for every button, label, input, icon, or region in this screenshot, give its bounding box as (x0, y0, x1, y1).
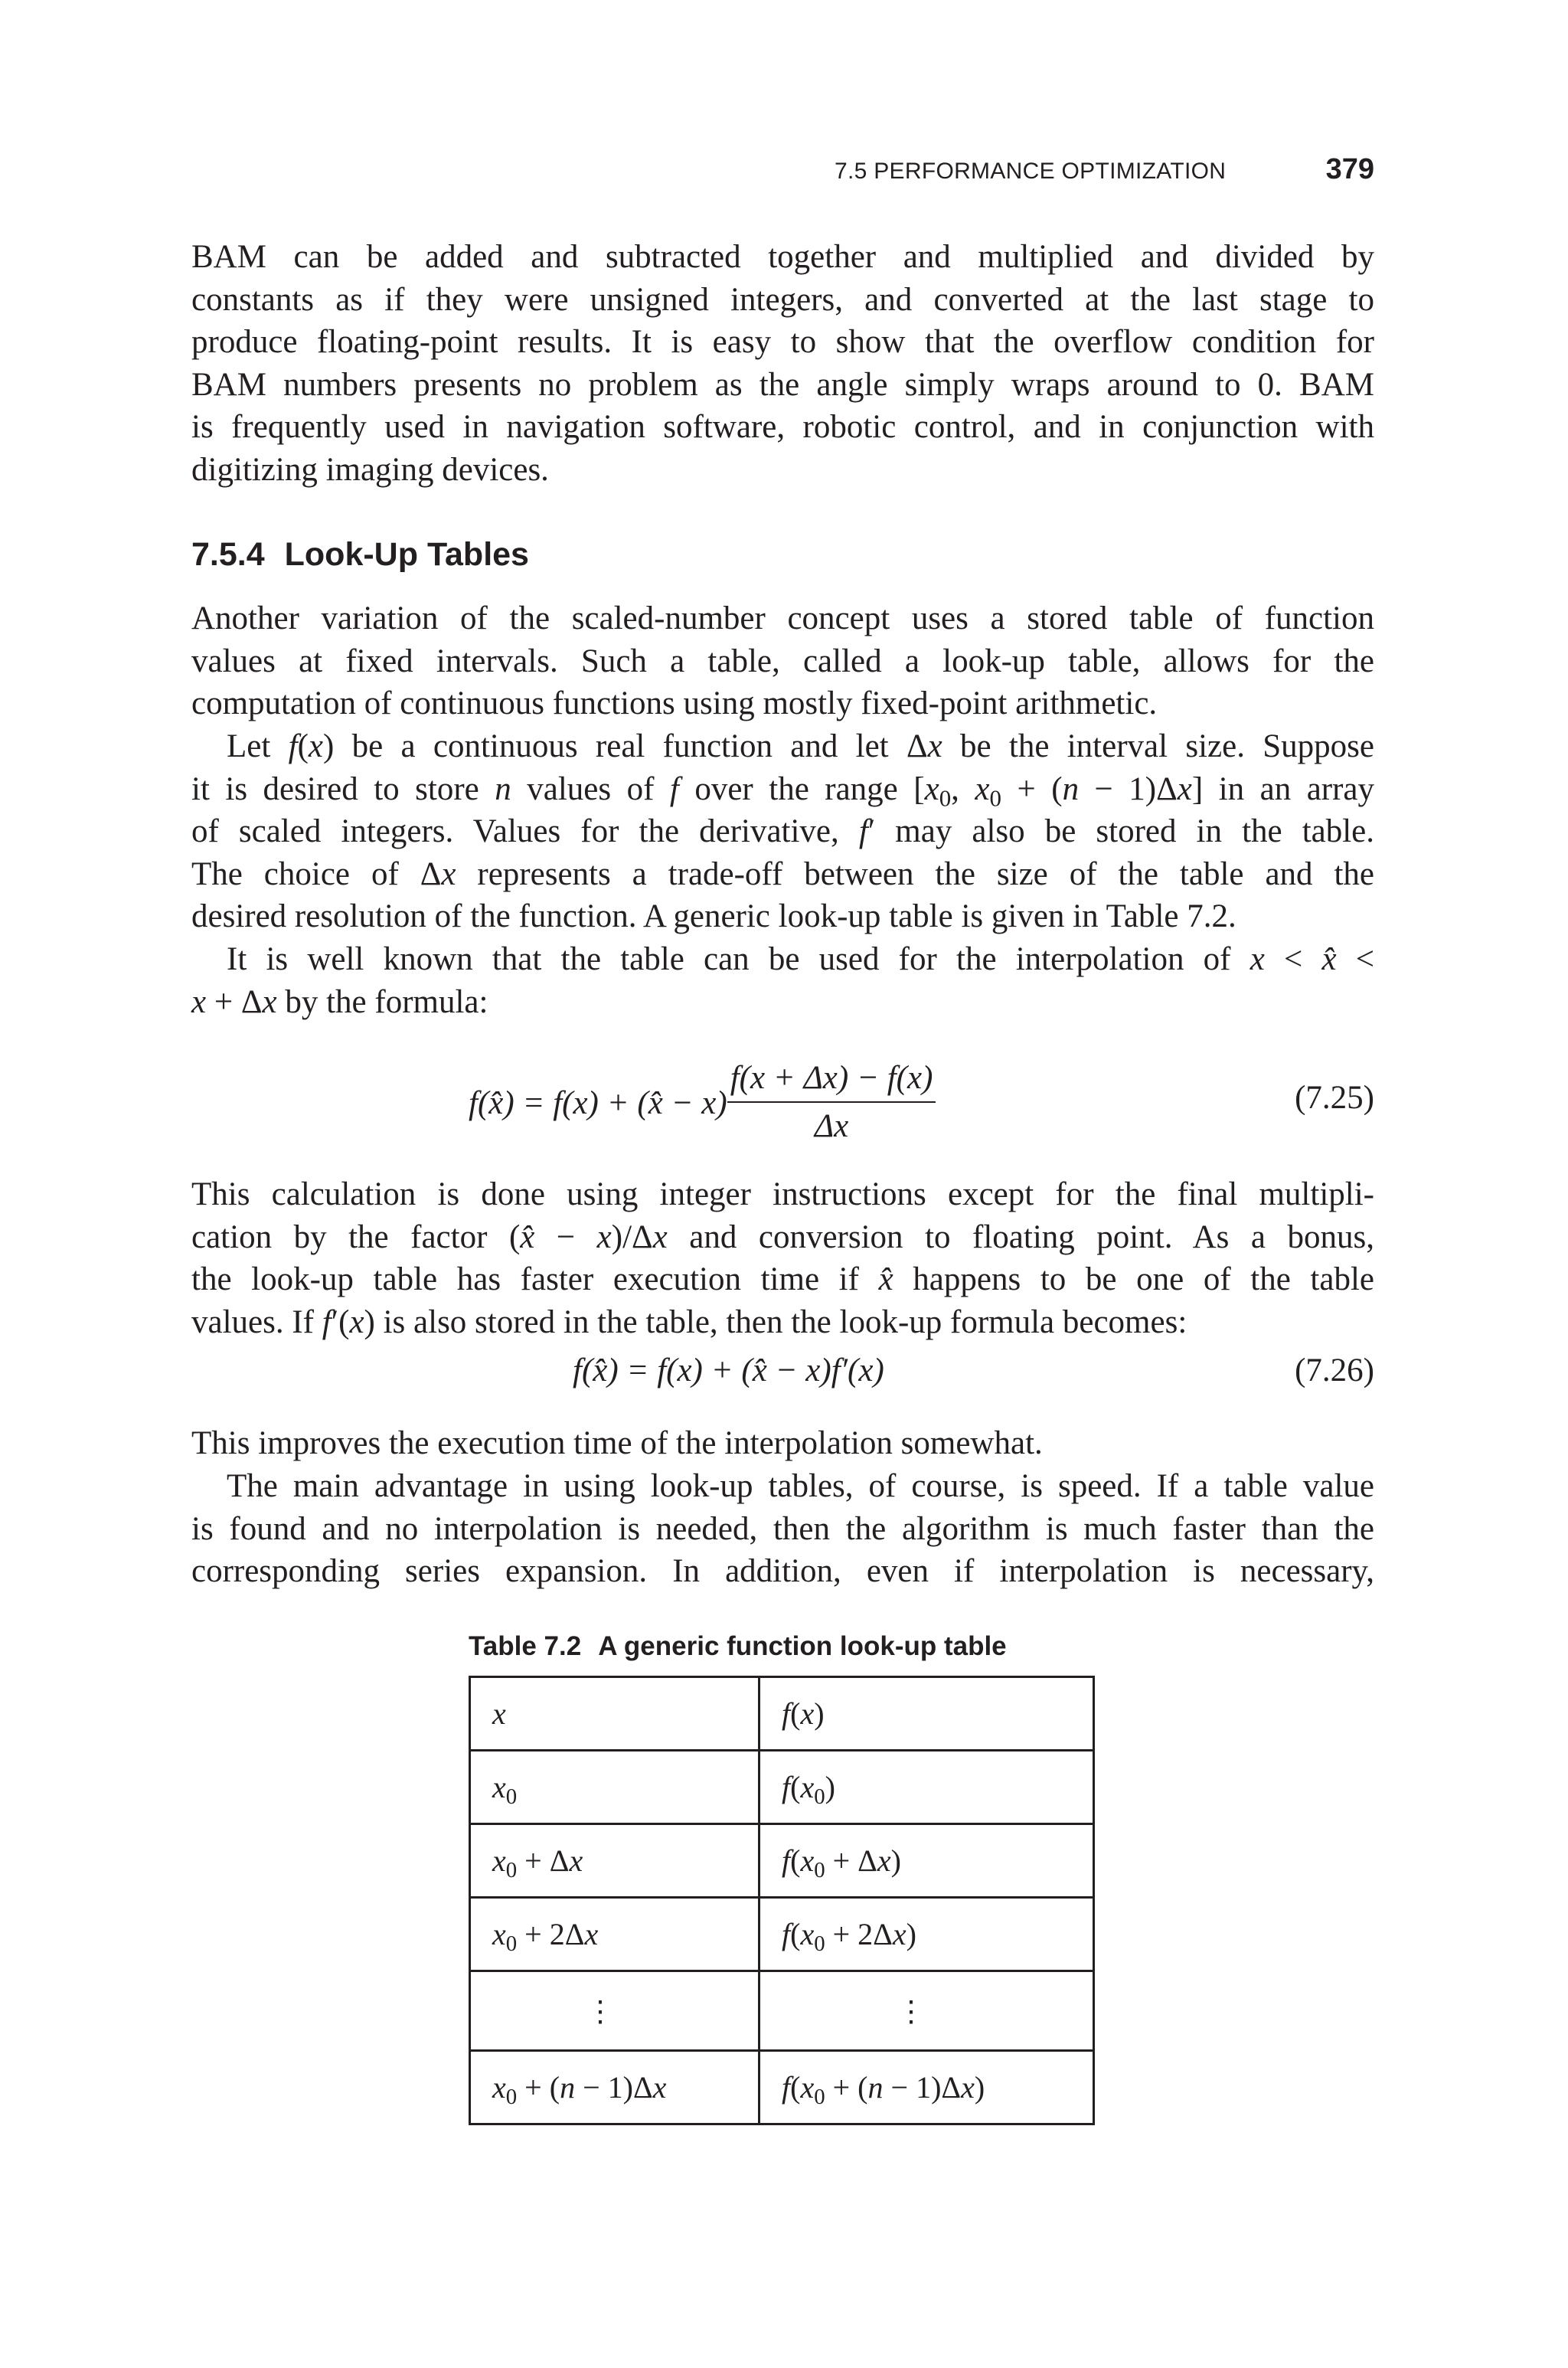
table-cell: x (470, 1677, 760, 1751)
text-line: the look-up table has faster execution time if x̂ happens to be one of the table (191, 1261, 1374, 1298)
table-row (470, 1824, 1094, 1898)
table-row (470, 1677, 1094, 1751)
table-cell: $f(x_0 + \Delta x)$ (760, 1824, 1094, 1898)
text-line: The choice of Δx represents a trade-off between the size of the table and the (191, 855, 1375, 892)
text-line: This calculation is done using integer instructions except for the final multipli- (191, 1176, 1374, 1212)
text-line: desired resolution of the function. A generic look-up table is given in Table 7.2. (191, 898, 1236, 935)
section-number: 7.5.4 (191, 536, 265, 573)
vertical-ellipsis: ⋮ (897, 1996, 926, 2028)
text-line: it is desired to store n values of f over the range [$x_0$, $x_0 + (n - 1)\Delta x$] in an array (191, 770, 1375, 812)
paragraph-1 (191, 597, 1374, 725)
text-line: of scaled integers. Values for the derivative, f′ may also be stored in the table. (191, 813, 1375, 850)
text-line: x + Δx by the formula: (191, 983, 488, 1020)
lookup-table (469, 1676, 1095, 2125)
table-cell: $f(x_0)$ (760, 1751, 1094, 1824)
equation-fraction (727, 1055, 936, 1150)
text-line: It is well known that the table can be used for the interpolation of x < x̂ < (227, 941, 1374, 977)
text-line: BAM numbers presents no problem as the angle simply wraps around to 0. BAM (191, 366, 1374, 403)
paragraph-5 (191, 1422, 1374, 1465)
text-line: is frequently used in navigation software, robotic control, and in conjunction with (191, 409, 1374, 446)
text-line: This improves the execution time of the interpolation somewhat. (191, 1425, 1043, 1461)
equation-7-26 (191, 1352, 1374, 1398)
section-heading (191, 536, 529, 574)
intro-paragraph (191, 236, 1374, 492)
section-title: Look-Up Tables (284, 536, 529, 573)
text-line: BAM can be added and subtracted together and multiplied and divided by (191, 239, 1374, 275)
text-line: Another variation of the scaled-number concept uses a stored table of function (191, 600, 1374, 636)
table-title: A generic function look-up table (598, 1631, 1007, 1661)
running-head: 7.5 PERFORMANCE OPTIMIZATION (835, 159, 1227, 184)
table-cell: $x_0 + 2\Delta x$ (470, 1898, 760, 1971)
page-number: 379 (1325, 153, 1374, 185)
table-cell: $f(x_0 + 2\Delta x)$ (760, 1898, 1094, 1971)
text-line: constants as if they were unsigned integers, and converted at the last stage to (191, 281, 1374, 318)
fraction-denominator: Δx (814, 1108, 849, 1144)
equation-expression: f(x̂) = f(x) + (x̂ − x)f′(x) (573, 1352, 884, 1388)
running-header (835, 153, 1374, 196)
table-label: Table 7.2 (469, 1631, 582, 1661)
table-cell (470, 1971, 760, 2051)
text-line: values at fixed intervals. Such a table, called a look-up table, allows for the (191, 643, 1374, 679)
equation-lhs: f(x̂) = f(x) + (x̂ − x) (469, 1084, 727, 1121)
paragraph-2 (191, 725, 1374, 938)
table-cell (760, 1971, 1094, 2051)
table-caption (469, 1631, 1007, 1662)
text-line: cation by the factor (x̂ − x)/Δx and conversion to floating point. As a bonus, (191, 1218, 1374, 1255)
text-line: corresponding series expansion. In addition, even if interpolation is necessary, (191, 1553, 1374, 1590)
table-cell: $x_0$ (470, 1751, 760, 1824)
equation-number: (7.26) (1295, 1352, 1374, 1388)
text-line: produce floating-point results. It is easy to show that the overflow condition for (191, 324, 1374, 361)
table-row (470, 1971, 1094, 2051)
table-cell: $x_0 + (n - 1)\Delta x$ (470, 2051, 760, 2124)
equation-7-25 (191, 1055, 1374, 1152)
equation-number: (7.25) (1295, 1080, 1374, 1116)
equation-7-25-body (469, 1055, 936, 1150)
text-line: Let f(x) be a continuous real function and let Δx be the interval size. Suppose (227, 728, 1374, 764)
text-line: is found and no interpolation is needed, then the algorithm is much faster than the (191, 1510, 1374, 1547)
fraction-numerator: f(x + Δx) − f(x) (727, 1055, 936, 1103)
table-row (470, 2051, 1094, 2124)
text-line: digitizing imaging devices. (191, 451, 549, 488)
table-cell: $x_0 + \Delta x$ (470, 1824, 760, 1898)
paragraph-3 (191, 938, 1374, 1023)
text-line: computation of continuous functions using mostly fixed-point arithmetic. (191, 685, 1158, 722)
table-cell: f(x) (760, 1677, 1094, 1751)
table-row (470, 1751, 1094, 1824)
paragraph-6 (191, 1465, 1374, 1593)
vertical-ellipsis: ⋮ (586, 1996, 615, 2028)
table-cell: $f(x_0 + (n - 1)\Delta x)$ (760, 2051, 1094, 2124)
text-line: values. If f′(x) is also stored in the table, then the look-up formula becomes: (191, 1303, 1187, 1340)
table-row (470, 1898, 1094, 1971)
text-line: The main advantage in using look-up tables, of course, is speed. If a table value (227, 1468, 1374, 1504)
paragraph-4 (191, 1173, 1374, 1343)
